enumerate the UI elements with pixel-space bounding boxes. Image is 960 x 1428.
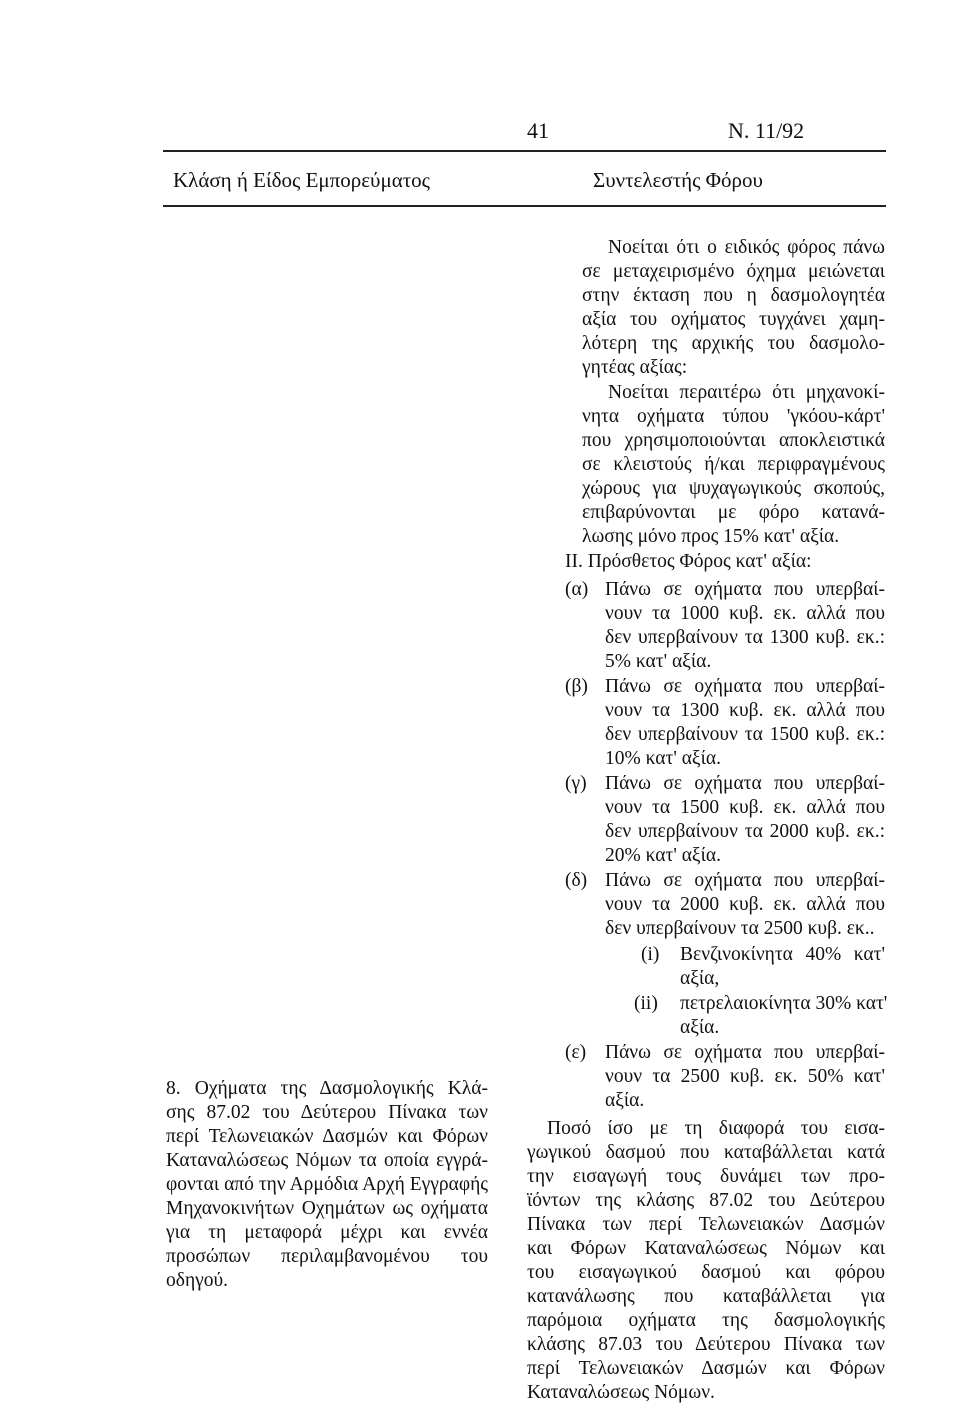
left-line: φονται από την Αρμόδια Αρχή Εγγραφής (166, 1174, 488, 1195)
left-line: οδηγού. (166, 1270, 229, 1291)
left-line: περί Τελωνειακών Δασμών και Φόρων (166, 1126, 488, 1147)
item-line: 20% κατ' αξία. (605, 845, 721, 866)
item-line: νουν τα 1300 κυβ. εκ. αλλά που (605, 700, 885, 721)
item-line: νουν τα 2500 κυβ. εκ. 50% κατ' (605, 1066, 885, 1087)
section-2-heading: ΙΙ. Πρόσθετος Φόρος κατ' αξία: (565, 551, 812, 572)
item-line: 5% κατ' αξία. (605, 651, 712, 672)
right-line: επιβαρύνονται με φόρο κατανά- (582, 502, 885, 523)
item-line: αξία. (605, 1090, 645, 1111)
right-line: παρόμοια οχήματα της δασμολογικής (527, 1310, 885, 1331)
subitem-label: (i) (641, 944, 660, 965)
heading-rule (163, 205, 886, 207)
item-line: δεν υπερβαίνουν τα 1300 κυβ. εκ.: (605, 627, 885, 648)
left-line: Καταναλώσεως Νόμων τα οποία εγγρά- (166, 1150, 488, 1171)
right-line: Πίνακα των περί Τελωνειακών Δασμών (527, 1214, 885, 1235)
item-label: (ε) (565, 1042, 587, 1063)
right-line: σε κλειστούς ή/και περιφραγμένους (582, 454, 885, 475)
right-line: Καταναλώσεως Νόμων. (527, 1382, 715, 1403)
right-line: σε μεταχειρισμένο όχημα μειώνεται (582, 261, 885, 282)
item-line: νουν τα 1000 κυβ. εκ. αλλά που (605, 603, 885, 624)
right-line: λωσης μόνο προς 15% κατ' αξία. (582, 526, 840, 547)
right-line: κλάσης 87.03 του Δεύτερου Πίνακα των (527, 1334, 885, 1355)
right-column-heading: Συντελεστής Φόρου (593, 168, 763, 192)
subitem-line: αξία. (680, 1017, 720, 1038)
item-line: Πάνω σε οχήματα που υπερβαί- (605, 1042, 885, 1063)
right-line: χώρους για ψυχαγωγικούς σκοπούς, (582, 478, 885, 499)
left-line: για τη μεταφορά μέχρι και εννέα (166, 1222, 488, 1243)
item-line: Πάνω σε οχήματα που υπερβαί- (605, 676, 885, 697)
right-line: νητα οχήματα τύπου 'γκόου-κάρτ' (582, 406, 885, 427)
left-line: προσώπων περιλαμβανομένου του (166, 1246, 488, 1267)
top-rule (163, 150, 886, 152)
right-line: ϊόντων της κλάσης 87.02 του Δεύτερου (527, 1190, 885, 1211)
left-line: Μηχανοκινήτων Οχημάτων ως οχήματα (166, 1198, 488, 1219)
right-line: γωγικού δασμού που καταβάλλεται κατά (527, 1142, 885, 1163)
subitem-line: αξία, (680, 968, 720, 989)
item-line: δεν υπερβαίνουν τα 2000 κυβ. εκ.: (605, 821, 885, 842)
item-line: δεν υπερβαίνουν τα 2500 κυβ. εκ.. (605, 918, 875, 939)
right-line: του εισαγωγικού δασμού και φόρου (527, 1262, 885, 1283)
right-line: την εισαγωγή τους δυνάμει των προ- (527, 1166, 885, 1187)
item-line: Πάνω σε οχήματα που υπερβαί- (605, 773, 885, 794)
item-line: Πάνω σε οχήματα που υπερβαί- (605, 870, 885, 891)
item-label: (γ) (565, 773, 587, 794)
item-line: Πάνω σε οχήματα που υπερβαί- (605, 579, 885, 600)
item-label: (δ) (565, 870, 588, 891)
subitem-label: (ii) (634, 993, 658, 1014)
right-line: λότερη της αρχικής του δασμολο- (582, 333, 885, 354)
subitem-line: Βενζινοκίνητα 40% κατ' (680, 944, 885, 965)
right-line: κατανάλωσης που καταβάλλεται για (527, 1286, 885, 1307)
right-line: περί Τελωνειακών Δασμών και Φόρων (527, 1358, 885, 1379)
left-line: σης 87.02 του Δεύτερου Πίνακα των (166, 1102, 488, 1123)
item-label: (β) (565, 676, 588, 697)
item-line: νουν τα 2000 κυβ. εκ. αλλά που (605, 894, 885, 915)
item-label: (α) (565, 579, 589, 600)
right-line: Νοείται ότι ο ειδικός φόρος πάνω (608, 237, 885, 258)
right-line: Ποσό ίσο με τη διαφορά του εισα- (547, 1118, 885, 1139)
subitem-line: πετρελαιοκίνητα 30% κατ' (680, 993, 888, 1014)
right-line: γητέας αξίας: (582, 357, 688, 378)
item-line: 10% κατ' αξία. (605, 748, 721, 769)
left-line: 8. Οχήματα της Δασμολογικής Κλά- (166, 1078, 488, 1099)
right-line: Νοείται περαιτέρω ότι μηχανοκί- (608, 382, 885, 403)
item-line: νουν τα 1500 κυβ. εκ. αλλά που (605, 797, 885, 818)
item-line: δεν υπερβαίνουν τα 1500 κυβ. εκ.: (605, 724, 885, 745)
right-line: στην έκταση που η δασμολογητέα (582, 285, 885, 306)
left-column-heading: Κλάση ή Είδος Εμπορεύματος (173, 168, 430, 192)
page-number: 41 (527, 118, 549, 143)
right-line: που χρησιμοποιούνται αποκλειστικά (582, 430, 885, 451)
right-line: και Φόρων Καταναλώσεως Νόμων και (527, 1238, 885, 1259)
right-line: αξία του οχήματος τυγχάνει χαμη- (582, 309, 885, 330)
law-reference: Ν. 11/92 (728, 118, 805, 143)
